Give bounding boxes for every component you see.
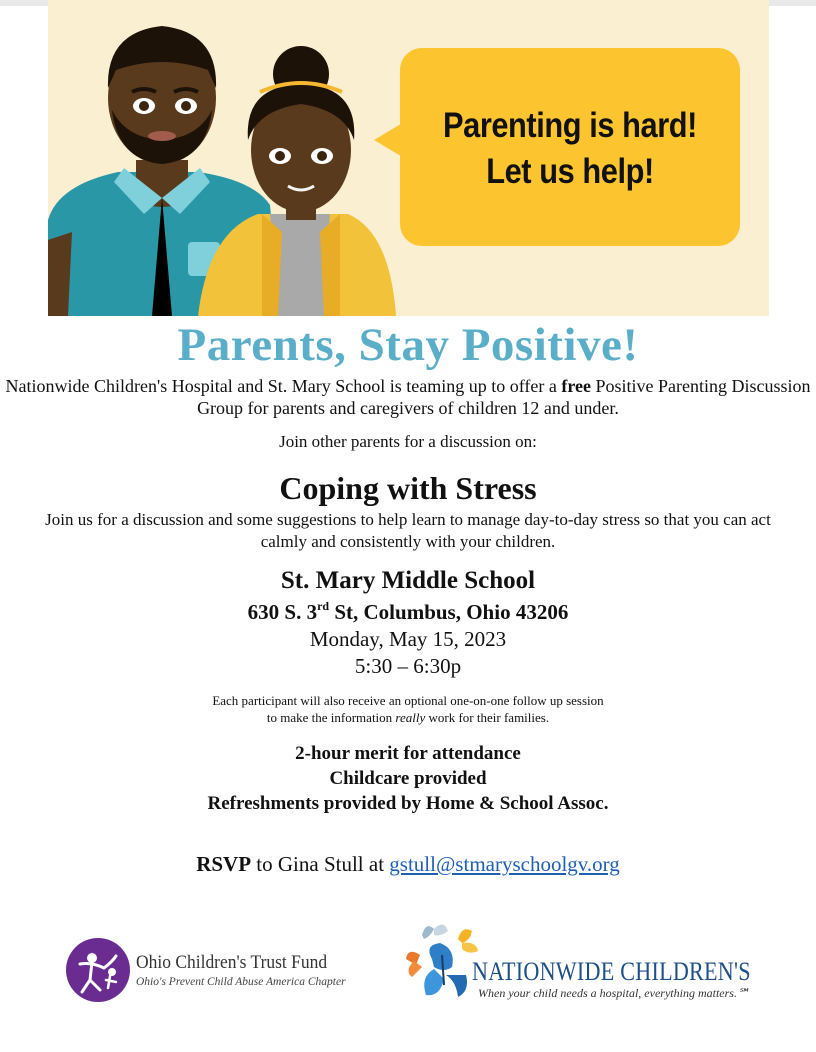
octf-emblem-icon: [66, 938, 130, 1002]
address-suffix: rd: [317, 599, 330, 613]
intro-free: free: [561, 376, 591, 396]
ohio-childrens-trust-fund-logo: [66, 938, 366, 1004]
rsvp-email-link[interactable]: gstull@stmaryschoolgv.org: [389, 852, 620, 876]
event-address: [0, 599, 816, 625]
followup-note: [0, 692, 816, 726]
event-location: St. Mary Middle School: [280, 567, 536, 594]
hero-banner: [48, 0, 769, 316]
address-rest: St, Columbus, Ohio 43206: [329, 600, 569, 624]
perk-item: Childcare provided: [329, 768, 487, 789]
followup-line-1: Each participant will also receive an optional one-on-one follow up session: [212, 693, 604, 708]
perk-item: 2-hour merit for attendance: [295, 743, 521, 764]
intro-text-1: Nationwide Children's Hospital and St. Mary School is teaming up to offer a: [5, 376, 562, 396]
followup-text-b: work for their families.: [425, 710, 550, 725]
address-number: 630 S. 3: [247, 600, 318, 624]
followup-emphasis: really: [395, 710, 426, 725]
bubble-line-1: Parenting is hard!: [443, 106, 697, 145]
event-date: Monday, May 15, 2023: [309, 627, 507, 651]
perk-item: Refreshments provided by Home & School Assoc.: [207, 793, 609, 814]
event-time: 5:30 – 6:30p: [354, 654, 462, 678]
followup-text-a: to make the information: [266, 710, 396, 725]
intro-text-2: Positive Parenting Discussion Group for parents and caregivers of children 12 and under.: [197, 376, 811, 418]
topic-title: Coping with Stress: [279, 470, 537, 506]
speech-bubble-text: [420, 103, 719, 195]
intro-paragraph: [0, 375, 816, 419]
nwc-name: NATIONWIDE CHILDREN'S: [472, 957, 751, 986]
page-title: Parents, Stay Positive!: [177, 319, 639, 371]
octf-subtitle: Ohio's Prevent Child Abuse America Chapter: [136, 976, 346, 988]
perks-list: [0, 741, 816, 816]
nwc-tagline: When your child needs a hospital, everything matters.℠: [478, 986, 750, 1000]
rsvp-label: RSVP: [196, 852, 252, 876]
rsvp-line: [0, 852, 816, 877]
nationwide-childrens-logo: [400, 915, 780, 1015]
bubble-line-2: Let us help!: [486, 152, 654, 191]
join-text: Join other parents for a discussion on:: [279, 432, 537, 451]
rsvp-text: to Gina Stull at: [251, 852, 390, 876]
followup-line-2: [0, 709, 816, 726]
octf-name: Ohio Children's Trust Fund: [136, 952, 328, 973]
topic-description: Join us for a discussion and some suggestions to help learn to manage day-to-day stress so that you can act calmly and consistently with your children.: [45, 510, 771, 551]
